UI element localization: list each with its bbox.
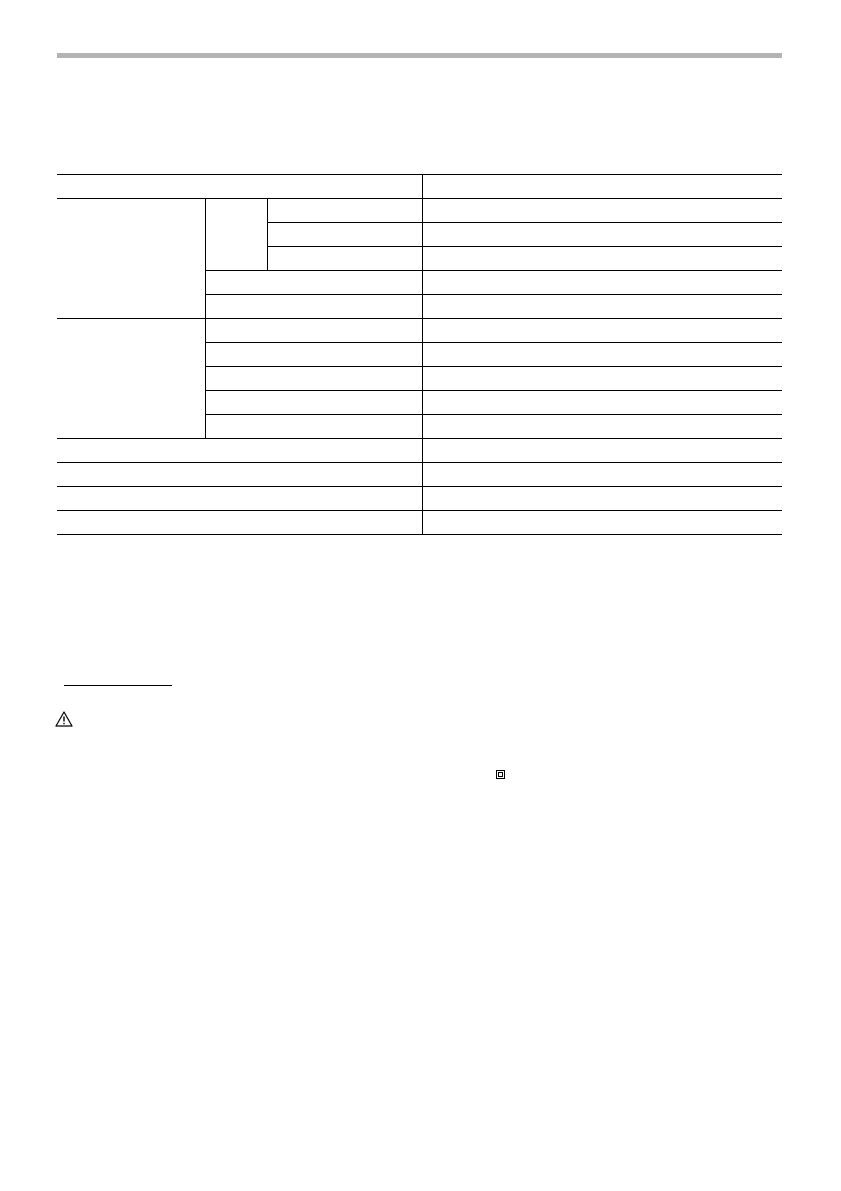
table-row [57,175,782,199]
table-cell [422,511,782,535]
table-cell [57,511,422,535]
table-cell [422,343,782,367]
table-row [57,511,782,535]
table-cell [422,223,782,247]
table-cell [57,463,422,487]
table-group-cell [57,199,205,319]
table-cell [57,439,422,463]
table-cell [205,391,422,415]
table-cell [267,247,422,271]
table-cell [422,247,782,271]
specifications-table [57,174,782,535]
table-group-cell [57,319,205,439]
table-cell [267,199,422,223]
table-cell [422,487,782,511]
table-cell [422,175,782,199]
table-cell [422,271,782,295]
table-cell [205,319,422,343]
table-cell [205,295,422,319]
table-cell [205,271,422,295]
table-cell [57,175,422,199]
table-cell [422,367,782,391]
table-cell [205,415,422,439]
table-cell [422,295,782,319]
table-row [57,439,782,463]
table-cell [422,199,782,223]
table-row [57,199,782,223]
table-subgroup-cell [205,199,267,271]
table-cell [422,439,782,463]
table-cell [422,319,782,343]
double-insulation-icon [496,770,505,779]
table-row [57,463,782,487]
table-cell [205,367,422,391]
table-cell [422,391,782,415]
table-cell [57,487,422,511]
header-rule [57,53,782,58]
table-row [57,319,782,343]
table-cell [422,415,782,439]
section-underline [64,685,172,686]
table-cell [205,343,422,367]
warning-triangle-icon [55,711,73,727]
table-row [57,487,782,511]
table-cell [422,463,782,487]
table-cell [267,223,422,247]
